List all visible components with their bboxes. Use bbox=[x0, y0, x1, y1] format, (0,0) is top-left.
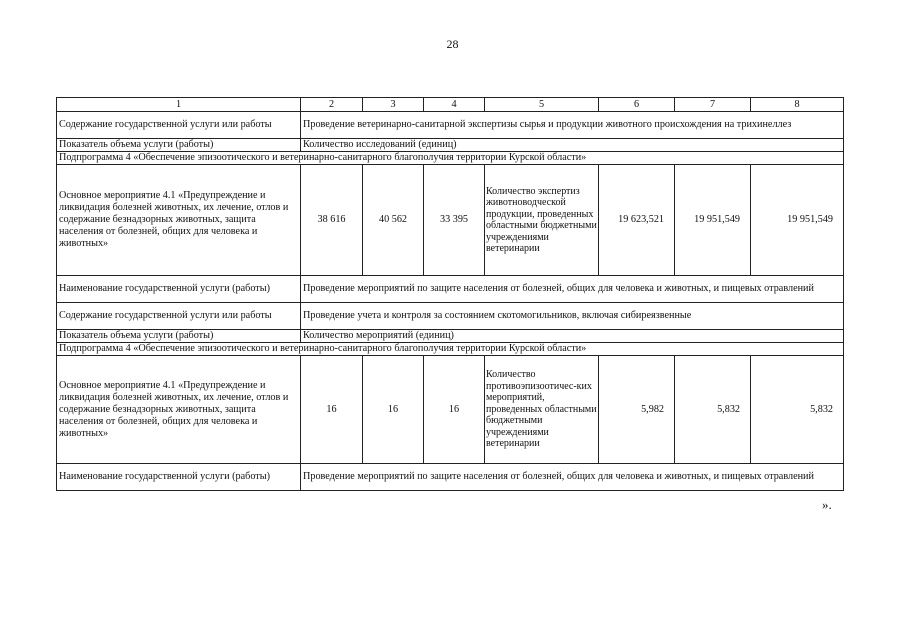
value-col-2: 38 616 bbox=[301, 165, 363, 276]
page-number: 28 bbox=[446, 37, 459, 51]
column-header: 8 bbox=[751, 98, 844, 112]
volume-description: Количество противоэпизоотичес-ких мероприятий, проведенных областными бюджетными учреждениями ветеринарии bbox=[485, 356, 599, 464]
value-col-3: 40 562 bbox=[363, 165, 424, 276]
column-header: 2 bbox=[301, 98, 363, 112]
column-header: 1 bbox=[57, 98, 301, 112]
column-header: 7 bbox=[675, 98, 751, 112]
table-row bbox=[57, 464, 844, 491]
volume-indicator-value: Количество исследований (единиц) bbox=[301, 139, 844, 152]
table-row bbox=[57, 139, 844, 152]
main-measure: Основное мероприятие 4.1 «Предупреждение и ликвидация болезней животных, их лечение, отлов и содержание безнадзорных животных, защита населения от болезней, общих для человека и животных» bbox=[57, 165, 301, 276]
service-content-value: Проведение учета и контроля за состоянием скотомогильников, включая сибиреязвенные bbox=[301, 303, 844, 330]
value-col-6: 5,982 bbox=[599, 356, 675, 464]
service-content-label: Содержание государственной услуги или работы bbox=[57, 303, 301, 330]
table-row bbox=[57, 276, 844, 303]
main-measure: Основное мероприятие 4.1 «Предупреждение и ликвидация болезней животных, их лечение, отлов и содержание безнадзорных животных, защита населения от болезней, общих для человека и животных» bbox=[57, 356, 301, 464]
value-col-7: 5,832 bbox=[675, 356, 751, 464]
service-name-value: Проведение мероприятий по защите населения от болезней, общих для человека и животных, и пищевых отравлений bbox=[301, 464, 844, 491]
service-content-value: Проведение ветеринарно-санитарной экспертизы сырья и продукции животного происхождения на трихинеллез bbox=[301, 112, 844, 139]
value-col-6: 19 623,521 bbox=[599, 165, 675, 276]
service-name-value: Проведение мероприятий по защите населения от болезней, общих для человека и животных, и пищевых отравлений bbox=[301, 276, 844, 303]
table-row bbox=[57, 356, 844, 464]
column-header: 6 bbox=[599, 98, 675, 112]
value-col-8: 5,832 bbox=[751, 356, 844, 464]
subprogram-title: Подпрограмма 4 «Обеспечение эпизоотического и ветеринарно-санитарного благополучия территории Курской области» bbox=[57, 152, 844, 165]
service-name-label: Наименование государственной услуги (работы) bbox=[57, 276, 301, 303]
volume-indicator-label: Показатель объема услуги (работы) bbox=[57, 139, 301, 152]
column-header: 5 bbox=[485, 98, 599, 112]
table-row bbox=[57, 152, 844, 165]
value-col-7: 19 951,549 bbox=[675, 165, 751, 276]
closing-quote-mark: ». bbox=[822, 497, 832, 512]
value-col-4: 33 395 bbox=[424, 165, 485, 276]
column-header: 3 bbox=[363, 98, 424, 112]
table-row bbox=[57, 330, 844, 343]
services-table bbox=[56, 97, 844, 491]
table-header-row bbox=[57, 98, 844, 112]
table-row bbox=[57, 303, 844, 330]
table-row bbox=[57, 343, 844, 356]
service-content-label: Содержание государственной услуги или работы bbox=[57, 112, 301, 139]
table-row bbox=[57, 165, 844, 276]
value-col-8: 19 951,549 bbox=[751, 165, 844, 276]
volume-indicator-label: Показатель объема услуги (работы) bbox=[57, 330, 301, 343]
volume-description: Количество экспертиз животноводческой продукции, проведенных областными бюджетными учреждениями ветеринарии bbox=[485, 165, 599, 276]
value-col-2: 16 bbox=[301, 356, 363, 464]
column-header: 4 bbox=[424, 98, 485, 112]
volume-indicator-value: Количество мероприятий (единиц) bbox=[301, 330, 844, 343]
subprogram-title: Подпрограмма 4 «Обеспечение эпизоотического и ветеринарно-санитарного благополучия территории Курской области» bbox=[57, 343, 844, 356]
value-col-3: 16 bbox=[363, 356, 424, 464]
table-row bbox=[57, 112, 844, 139]
value-col-4: 16 bbox=[424, 356, 485, 464]
service-name-label: Наименование государственной услуги (работы) bbox=[57, 464, 301, 491]
